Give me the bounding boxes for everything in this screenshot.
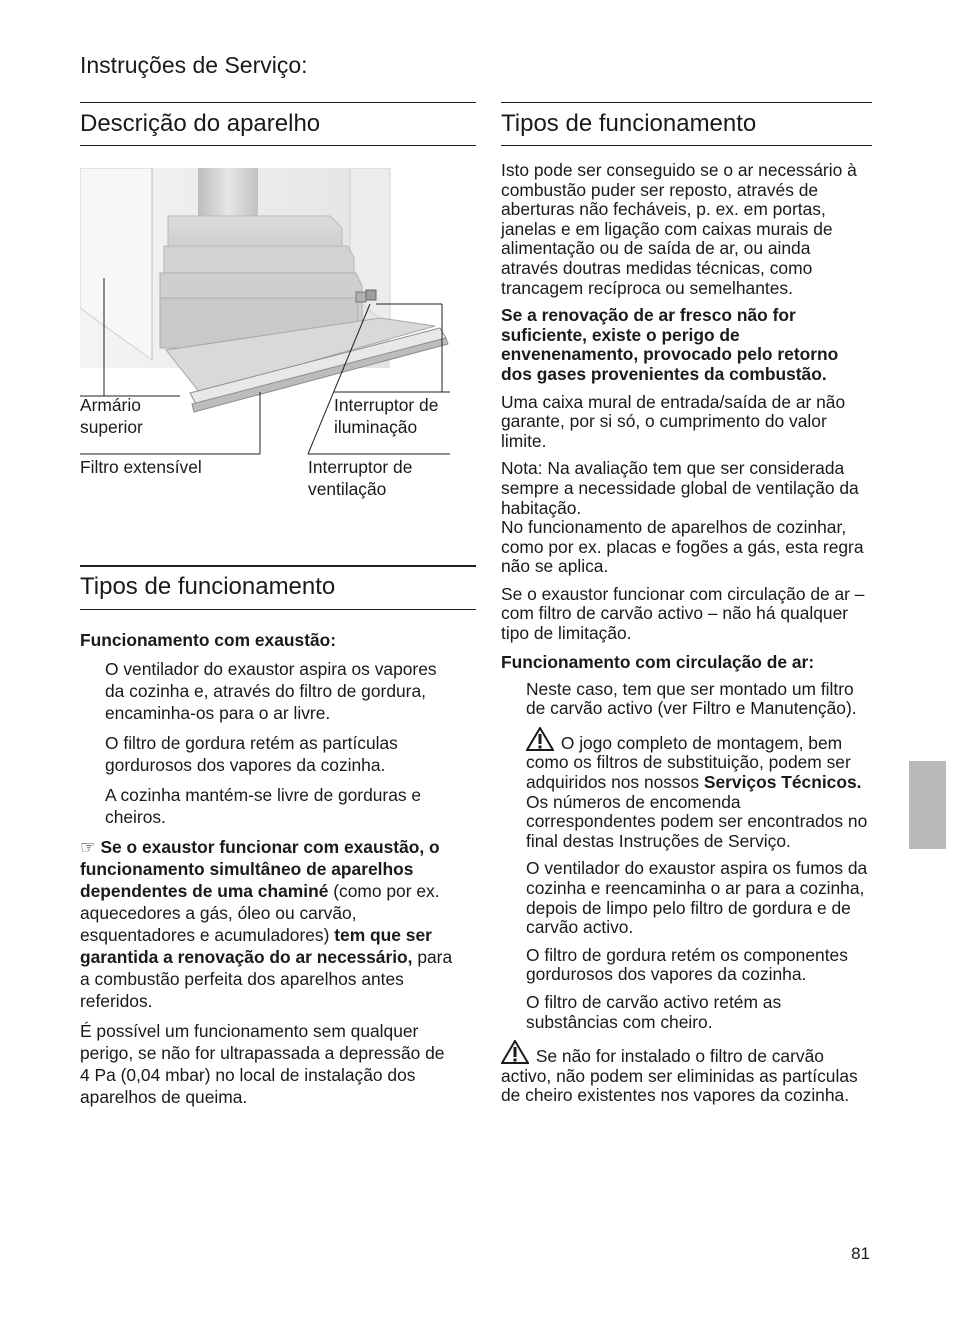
exhaust-note	[80, 836, 458, 1012]
exhaust-paragraph-2: O filtro de gordura retém as partículas gordurosos dos vapores da cozinha.	[105, 733, 398, 775]
label-text: ventilação	[308, 479, 387, 499]
label-light-switch	[334, 394, 438, 438]
warning-icon	[501, 1040, 529, 1064]
recirc-paragraph-4: O filtro de gordura retém os componentes gordurosos dos vapores da cozinha.	[526, 944, 848, 985]
note-bold-1: Se o exaustor funcionar com exaustão, o funcionamento simultâneo de aparelhos dependentes de uma chaminé	[80, 837, 440, 901]
recirc-paragraph-5: O filtro de carvão activo retém as substâncias com cheiro.	[526, 991, 782, 1032]
recirc-paragraph-3: O ventilador do exaustor aspira os fumos da cozinha e reencaminha o ar para a cozinha, depois de limpo pelo filtro de gordura e de carvão activo.	[526, 858, 868, 938]
pointing-hand-icon: ☞	[80, 837, 96, 857]
safe-operation-paragraph: É possível um funcionamento sem qualquer perigo, se não for ultrapassada a depressão de 4 Pa (0,04 mbar) no local de instalação dos aparelhos de queima.	[80, 1021, 445, 1107]
right-body	[501, 161, 872, 1114]
section-rule-bottom	[80, 609, 476, 610]
label-text: iluminação	[334, 417, 418, 437]
section-rule-top	[80, 565, 476, 567]
label-text: superior	[80, 417, 143, 437]
label-upper-cabinet	[80, 394, 143, 438]
warning-text: Se não for instalado o filtro de carvão activo, não podem ser eliminidas as partículas de cheiro existentes nos vapores da cozinha.	[501, 1046, 858, 1106]
section-rule-bottom	[80, 145, 476, 146]
recirc-text: Os números de encomenda correspondentes podem ser encontrados no final destas Instruções de Serviço.	[526, 791, 868, 851]
warning-icon	[526, 727, 554, 751]
modes-title-right: Tipos de funcionamento	[501, 110, 757, 137]
label-text: Interruptor de	[308, 457, 413, 477]
section-rule-top	[501, 102, 872, 103]
chapter-tab-marker	[909, 761, 946, 849]
right-paragraph-4	[501, 459, 872, 577]
recirc-paragraph-1: Neste caso, tem que ser montado um filtro de carvão activo (ver Filtro e Manutenção).	[526, 678, 857, 719]
label-extendable-filter: Filtro extensível	[80, 457, 202, 477]
right-paragraph-5: Se o exaustor funcionar com circulação de ar – com filtro de carvão activo – não há qualquer tipo de limitação.	[501, 583, 865, 644]
recirculation-heading: Funcionamento com circulação de ar:	[501, 651, 815, 672]
modes-title-left: Tipos de funcionamento	[80, 573, 336, 600]
recirc-text: O jogo completo de montagem, bem como os filtros de substituição, podem ser adquiridos nos nossos	[526, 732, 851, 793]
label-fan-switch	[308, 456, 412, 500]
exhaust-heading: Funcionamento com exaustão:	[80, 630, 337, 650]
recirc-warning	[501, 1040, 872, 1106]
note-text-1: (como por ex. aquecedores a gás, óleo ou carvão, esquentadores e acumuladores)	[80, 881, 440, 945]
right-paragraph-1: Isto pode ser conseguido se o ar necessário à combustão puder ser reposto, através de aberturas não fecháveis, p. ex. em portas, janelas e em ligação com caixas murais de alimentação ou de saída de ar, ou ainda através doutras medidas técnicas, como trancagem recíproca ou semelhantes.	[501, 160, 857, 298]
right-paragraph-3: Uma caixa mural de entrada/saída de ar não garante, por si só, o cumprimento do valor limite.	[501, 391, 846, 451]
note-text: Nota: Na avaliação tem que ser considerada sempre a necessidade global de ventilação da habitação.	[501, 458, 859, 518]
recirc-paragraph-2	[501, 727, 872, 852]
note-text: No funcionamento de aparelhos de cozinhar, como por ex. placas e fogões a gás, esta regra não se aplica.	[501, 517, 864, 577]
page-title: Instruções de Serviço:	[80, 52, 308, 78]
section-rule-bottom	[501, 145, 872, 146]
service-link-text: Serviços Técnicos.	[703, 772, 862, 793]
exhaust-paragraph-1: O ventilador do exaustor aspira os vapores da cozinha e, através do filtro de gordura, encaminha-os para o ar livre.	[105, 659, 437, 723]
label-text: Interruptor de	[334, 395, 439, 415]
section-rule-top	[80, 102, 476, 103]
note-text-2: para a combustão perfeita dos aparelhos antes referidos.	[80, 947, 453, 1011]
description-title: Descrição do aparelho	[80, 110, 321, 137]
exhaust-paragraph-3: A cozinha mantém-se livre de gorduras e cheiros.	[105, 785, 422, 827]
note-bold-2: tem que ser garantida a renovação do ar necessário,	[80, 925, 432, 967]
label-text: Armário	[80, 395, 141, 415]
left-body	[80, 630, 458, 1116]
page-number: 81	[851, 1244, 870, 1263]
right-warning-bold: Se a renovação de ar fresco não for suficiente, existe o perigo de envenenamento, provocado pelo retorno dos gases provenientes da combustão.	[501, 305, 839, 384]
